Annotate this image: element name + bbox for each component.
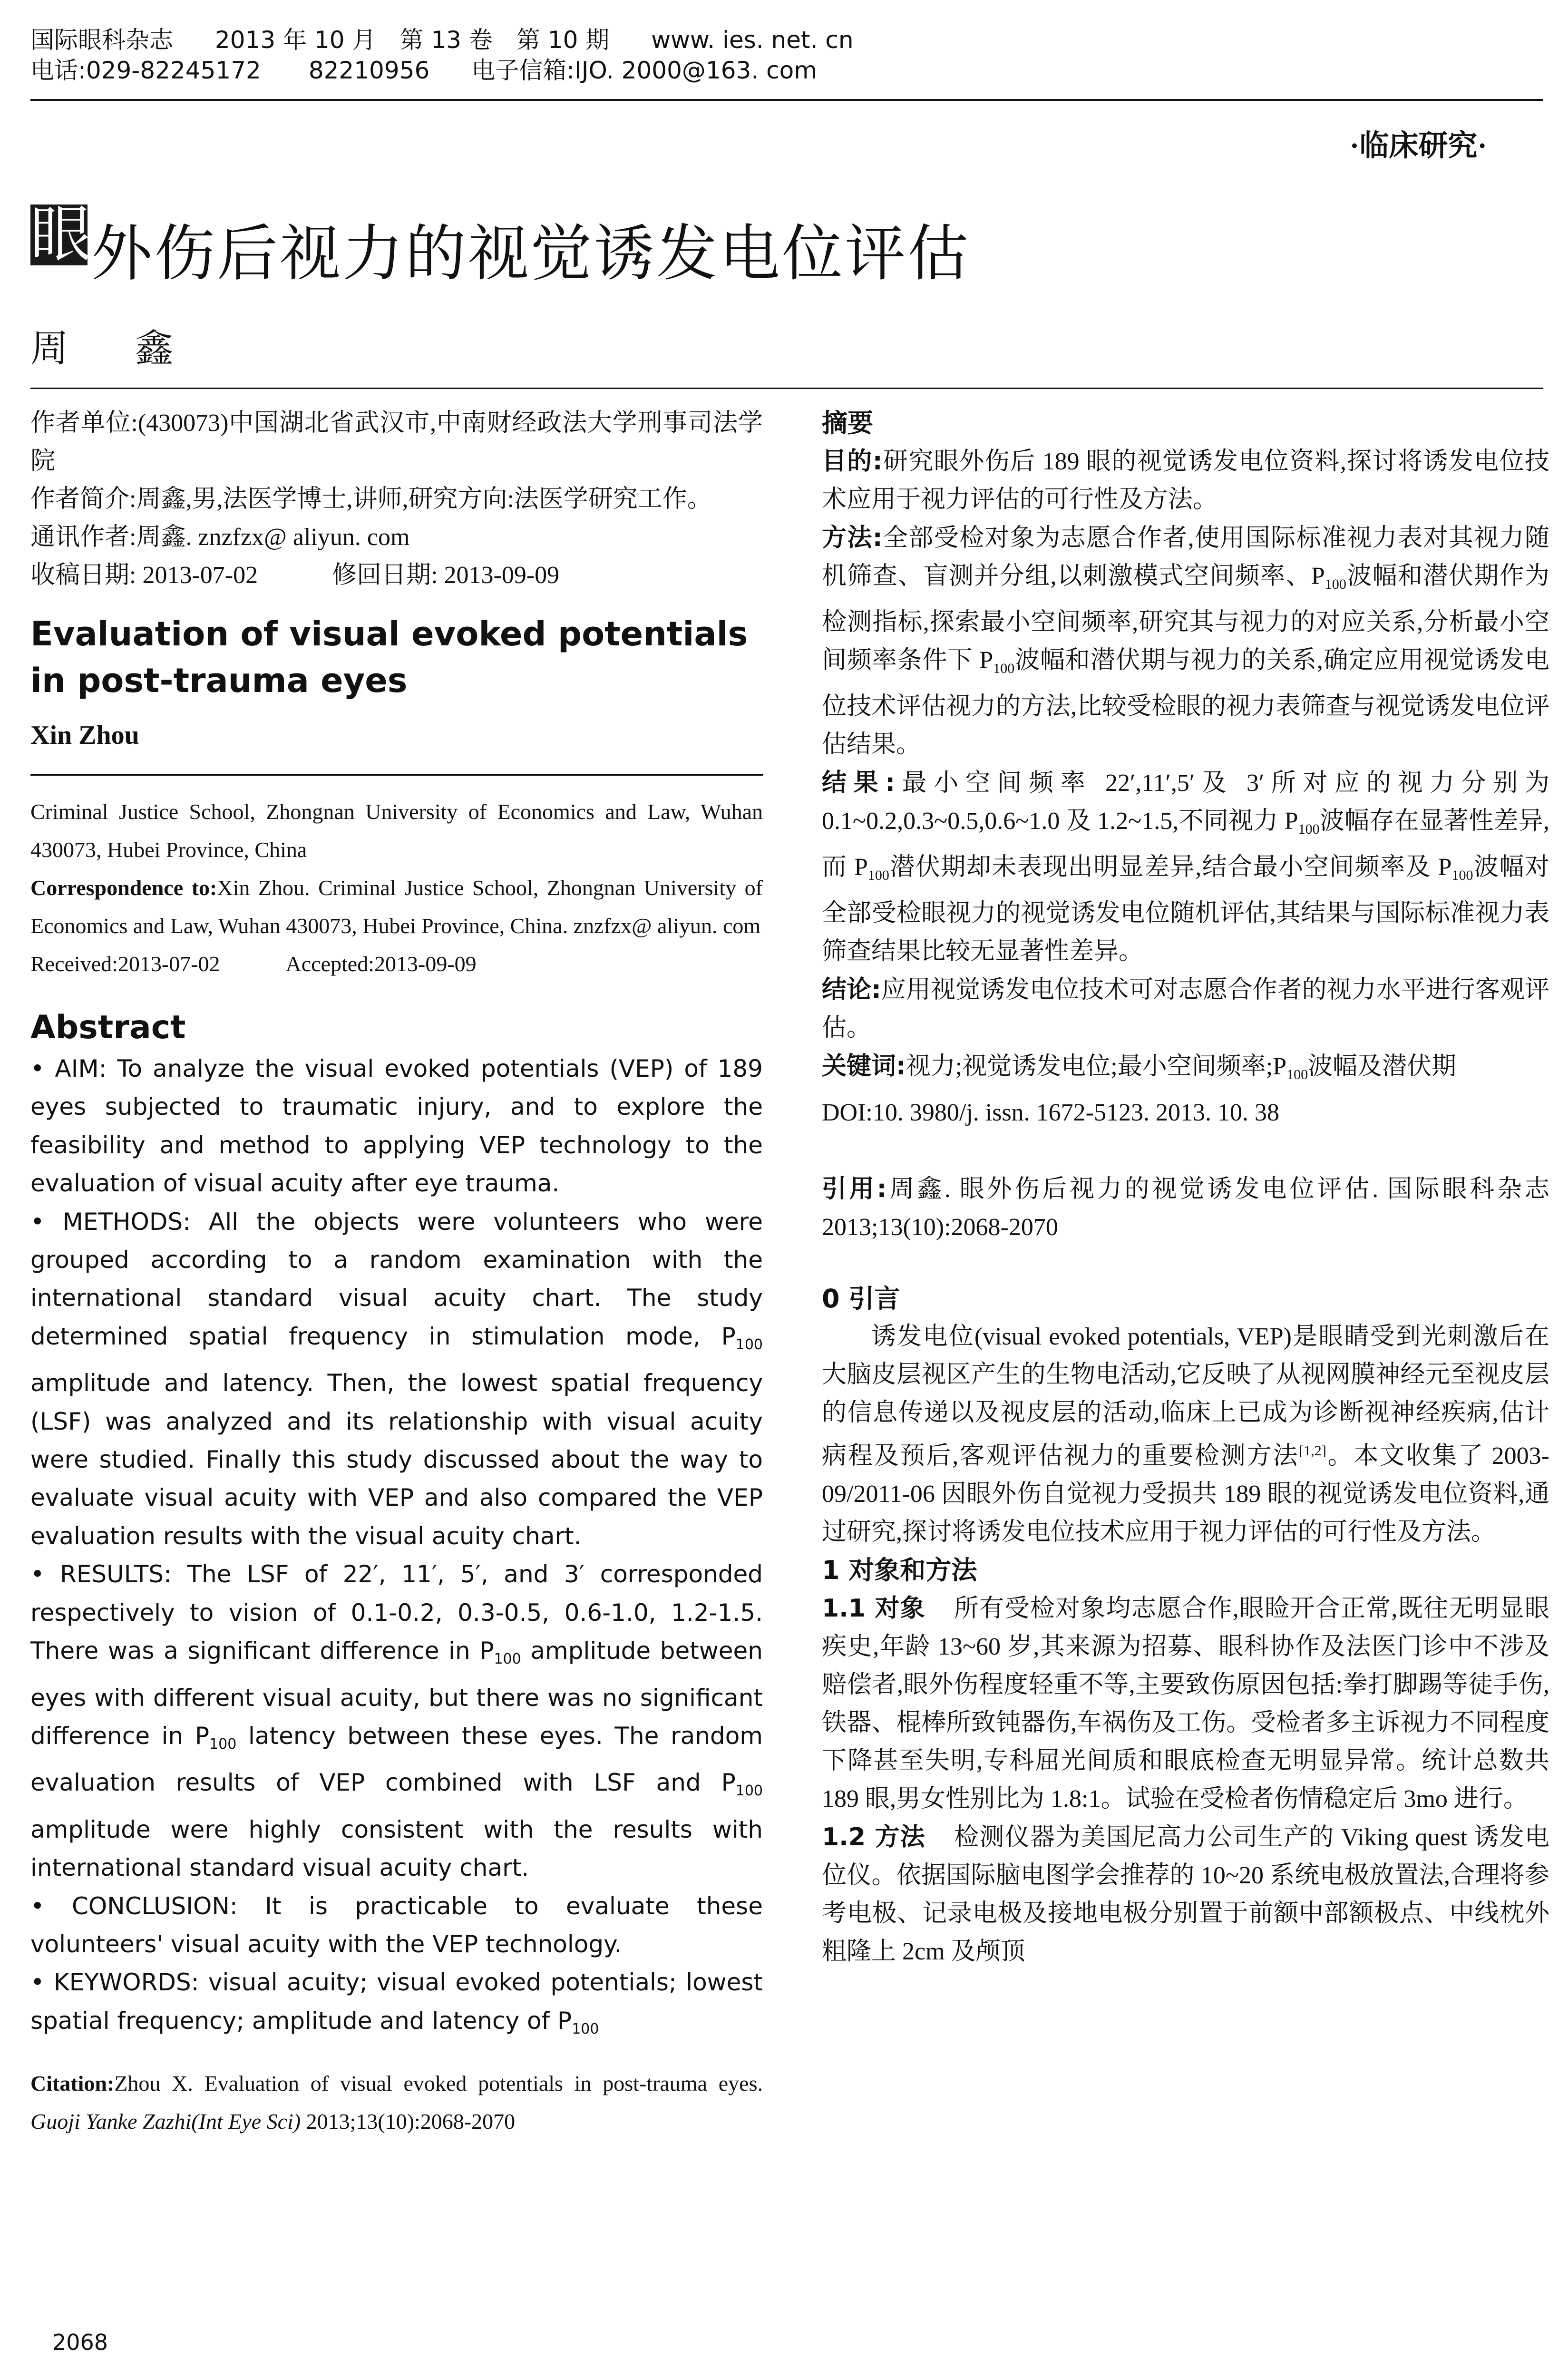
keywords-text-b: 波幅及潜伏期: [1308, 1053, 1457, 1080]
intro-paragraph: [822, 1318, 1549, 1551]
journal-website[interactable]: www. ies. net. cn: [651, 26, 854, 54]
abstract-keywords: [30, 1963, 763, 2048]
p100-subscript: 100: [993, 661, 1015, 676]
p100-subscript: 100: [1298, 821, 1320, 837]
section11-paragraph: [822, 1589, 1549, 1818]
intro-reference[interactable]: [1,2]: [1299, 1443, 1326, 1459]
page-number: 2068: [52, 2329, 108, 2355]
journal-name: 国际眼科杂志: [30, 26, 173, 54]
title-text: 外伤后视力的视觉诱发电位评估: [91, 218, 971, 289]
bio-cn: 作者简介:周鑫,男,法医学博士,讲师,研究方向:法医学研究工作。: [30, 486, 712, 513]
method-label: 方法:: [822, 524, 883, 552]
correspondence-label: Correspondence to:: [30, 876, 217, 900]
english-rule: [30, 774, 763, 776]
journal-phone: 电话:029-82245172 82210956: [30, 57, 430, 84]
method-text-a: 全部受检对象为志愿合作者,使用国际标准视力表对其视力随机筛查、盲测并分组,以刺激模式空间频率、P: [822, 525, 1549, 590]
right-column: [822, 404, 1549, 1971]
citation-cn: [822, 1170, 1549, 1247]
section12-text: 检测仪器为美国尼高力公司生产的 Viking quest 诱发电位仪。依据国际脑电图学会推荐的 10~20 系统电极放置法,合理将参考电极、记录电极及接地电极分别置于前额中部额极点、中线枕外粗隆上 2cm 及颅顶: [822, 1824, 1549, 1965]
conclusion-text: 应用视觉诱发电位技术可对志愿合作者的视力水平进行客观评估。: [822, 976, 1549, 1042]
section12-label: 1.2 方法: [822, 1823, 926, 1851]
citation-label-cn: 引用:: [822, 1175, 887, 1203]
title-drop-cap: 眼: [30, 199, 94, 270]
affiliation-cn: 作者单位:(430073)中国湖北省武汉市,中南财经政法大学刑事司法学院: [30, 409, 763, 475]
p100-subscript: 100: [209, 1735, 237, 1753]
article-title: [30, 199, 971, 292]
results-text-b: amplitude between eyes with different visual acuity, but there was no significant difference in P: [30, 1637, 763, 1750]
intro-text-a: 诱发电位(visual evoked potentials, VEP)是眼睛受到光刺激后在大脑皮层视区产生的生物电活动,它反映了从视网膜神经元至视皮层的信息传递以及视皮层的活动,临床上已成为诊断视神经疾病,估计病程及预后,客观评估视力的重要检测方法: [822, 1323, 1549, 1470]
doi[interactable]: DOI:10. 3980/j. issn. 1672-5123. 2013. 10. 38: [822, 1099, 1279, 1126]
keywords-text: • KEYWORDS: visual acuity; visual evoked potentials; lowest spatial frequency; amplitude and latency of P: [30, 1968, 763, 2035]
methods-text-b: amplitude and latency. Then, the lowest spatial frequency (LSF) was analyzed and its relationship with visual acuity were studied. Finally this study discussed about the way to evaluate visual acuity with VEP and also compared the VEP evaluation results with the visual acuity chart.: [30, 1369, 763, 1550]
result-text-d: 波幅对全部受检眼视力的视觉诱发电位随机评估,其结果与国际标准视力表筛查结果比较无显著性差异。: [822, 854, 1549, 965]
citation-text-b: 2013;13(10):2068-2070: [301, 2109, 516, 2134]
abstract-result-cn: [822, 764, 1549, 971]
purpose-text: 研究眼外伤后 189 眼的视觉诱发电位资料,探讨将诱发电位技术应用于视力评估的可行性及方法。: [822, 448, 1549, 513]
citation-label: Citation:: [30, 2071, 115, 2096]
abstract-methods: [30, 1203, 763, 1556]
title-rule: [30, 388, 1543, 389]
p100-subscript: 100: [1451, 867, 1473, 883]
result-text-a: 最小空间频率 22′,11′,5′及 3′所对应的视力分别为 0.1~0.2,0.3~0.5,0.6~1.0 及 1.2~1.5,不同视力 P: [822, 770, 1550, 835]
author-info-cn: [30, 404, 763, 594]
method-text-c: 波幅和潜伏期与视力的关系,确定应用视觉诱发电位技术评估视力的方法,比较受检眼的视力表筛查与视觉诱发电位评估结果。: [822, 647, 1549, 758]
section1-heading: 1 对象和方法: [822, 1555, 977, 1585]
abstract-purpose-cn: [822, 442, 1549, 519]
section12-paragraph: [822, 1818, 1549, 1971]
english-affiliation: Criminal Justice School, Zhongnan University of Economics and Law, Wuhan 430073, Hubei Province, China: [30, 799, 763, 862]
abstract-aim: • AIM: To analyze the visual evoked potentials (VEP) of 189 eyes subjected to traumatic injury, and to explore the feasibility and method to applying VEP technology to the evaluation of visual acuity after eye trauma.: [30, 1055, 763, 1198]
english-title: Evaluation of visual evoked potentials in post-trauma eyes: [30, 614, 748, 700]
english-affiliation-block: [30, 793, 763, 983]
intro-heading: 0 引言: [822, 1284, 900, 1314]
journal-header: [30, 25, 1543, 86]
p100-subscript: 100: [735, 1783, 763, 1800]
correspondence-text: Xin Zhou. Criminal Justice School, Zhongnan University of Economics and Law, Wuhan 430073, Hubei Province, China. znzfzx@ aliyun. com: [30, 876, 763, 938]
corresponding-cn: 通讯作者:周鑫. znzfzx@ aliyun. com: [30, 524, 410, 551]
p100-subscript: 100: [867, 867, 889, 883]
methods-text-a: • METHODS: All the objects were volunteers who were grouped according to a random examination with the international standard visual acuity chart. The study determined spatial frequency in stimulation mode, P: [30, 1208, 763, 1350]
received-dates: Received:2013-07-02 Accepted:2013-09-09: [30, 952, 477, 976]
method-text-b: 波幅和潜伏期作为检测指标,探索最小空间频率,研究其与视力的对应关系,分析最小空间频率条件下 P: [822, 563, 1549, 674]
journal-issue: 2013 年 10 月 第 13 卷 第 10 期: [214, 26, 610, 54]
section1-body: [822, 1589, 1549, 1971]
p100-subscript: 100: [735, 1336, 763, 1353]
intro-text-b: 。本文收集了 2003-09/2011-06 因眼外伤自觉视力受损共 189 眼的视觉诱发电位资料,通过研究,探讨将诱发电位技术应用于视力评估的可行性及方法。: [822, 1442, 1549, 1546]
citation-text-cn: 周鑫. 眼外伤后视力的视觉诱发电位评估. 国际眼科杂志 2013;13(10):2068-2070: [822, 1176, 1549, 1241]
abstract-results: [30, 1555, 763, 1887]
intro-body: [822, 1318, 1549, 1551]
correspondence: [30, 869, 763, 945]
section11-text: 所有受检对象均志愿合作,眼睑开合正常,既往无明显眼疾史,年龄 13~60 岁,其来源为招募、眼科协作及法医门诊中不涉及赔偿者,眼外伤程度轻重不等,主要致伤原因包括:拳打脚踢等徒手伤,铁器、棍棒所致钝器伤,车祸伤及工伤。受检者多主诉视力不同程度下降甚至失明,专科屈光间质和眼底检查无明显异常。统计总数共 189 眼,男女性别比为 1.8:1。试验在受检者伤情稳定后 3mo 进行。: [822, 1595, 1549, 1812]
results-text-c: latency between these eyes. The random evaluation results of VEP combined with LSF and P: [30, 1722, 763, 1797]
left-column: [30, 404, 763, 2141]
dates-cn: 收稿日期: 2013-07-02 修回日期: 2013-09-09: [30, 562, 560, 589]
abstract-heading: Abstract: [30, 1009, 186, 1046]
p100-subscript: 100: [572, 2020, 599, 2037]
section11-label: 1.1 对象: [822, 1594, 925, 1623]
english-author: Xin Zhou: [30, 721, 139, 750]
author-cn: 周 鑫: [30, 328, 202, 370]
abstract-heading-cn: 摘要: [822, 408, 873, 438]
english-citation: [30, 2065, 763, 2141]
keywords-text-a: 视力;视觉诱发电位;最小空间频率;P: [906, 1053, 1287, 1080]
p100-subscript: 100: [494, 1651, 521, 1668]
result-text-b: 波幅存在显著性差异,而 P: [822, 808, 1549, 881]
abstract-conclusion-cn: [822, 971, 1549, 1047]
conclusion-label: 结论:: [822, 975, 881, 1004]
result-label: 结果:: [822, 769, 896, 797]
english-abstract: [30, 1050, 763, 2048]
journal-email[interactable]: 电子信箱:IJO. 2000@163. com: [471, 57, 817, 84]
abstract-keywords-cn: [822, 1047, 1549, 1094]
citation-journal: Guoji Yanke Zazhi(Int Eye Sci): [30, 2109, 301, 2134]
results-text-d: amplitude were highly consistent with the results with international standard visual acuity chart.: [30, 1815, 763, 1882]
section-tag: ·临床研究·: [1349, 130, 1487, 162]
p100-subscript: 100: [1286, 1067, 1308, 1082]
p100-subscript: 100: [1325, 576, 1346, 592]
abstract-conclusion: • CONCLUSION: It is practicable to evaluate these volunteers' visual acuity with the VEP technology.: [30, 1892, 763, 1958]
citation-text-a: Zhou X. Evaluation of visual evoked potentials in post-trauma eyes.: [114, 2071, 763, 2096]
header-rule: [30, 99, 1543, 101]
keywords-label: 关键词:: [822, 1052, 906, 1081]
abstract-method-cn: [822, 519, 1549, 764]
results-text-a: • RESULTS: The LSF of 22′, 11′, 5′, and 3′ corresponded respectively to vision of 0.1-0.2, 0.3-0.5, 0.6-1.0, 1.2-1.5. There was a significant difference in P: [30, 1560, 763, 1665]
chinese-abstract: [822, 442, 1549, 1247]
result-text-c: 潜伏期却未表现出明显差异,结合最小空间频率及 P: [889, 854, 1452, 881]
purpose-label: 目的:: [822, 447, 883, 476]
